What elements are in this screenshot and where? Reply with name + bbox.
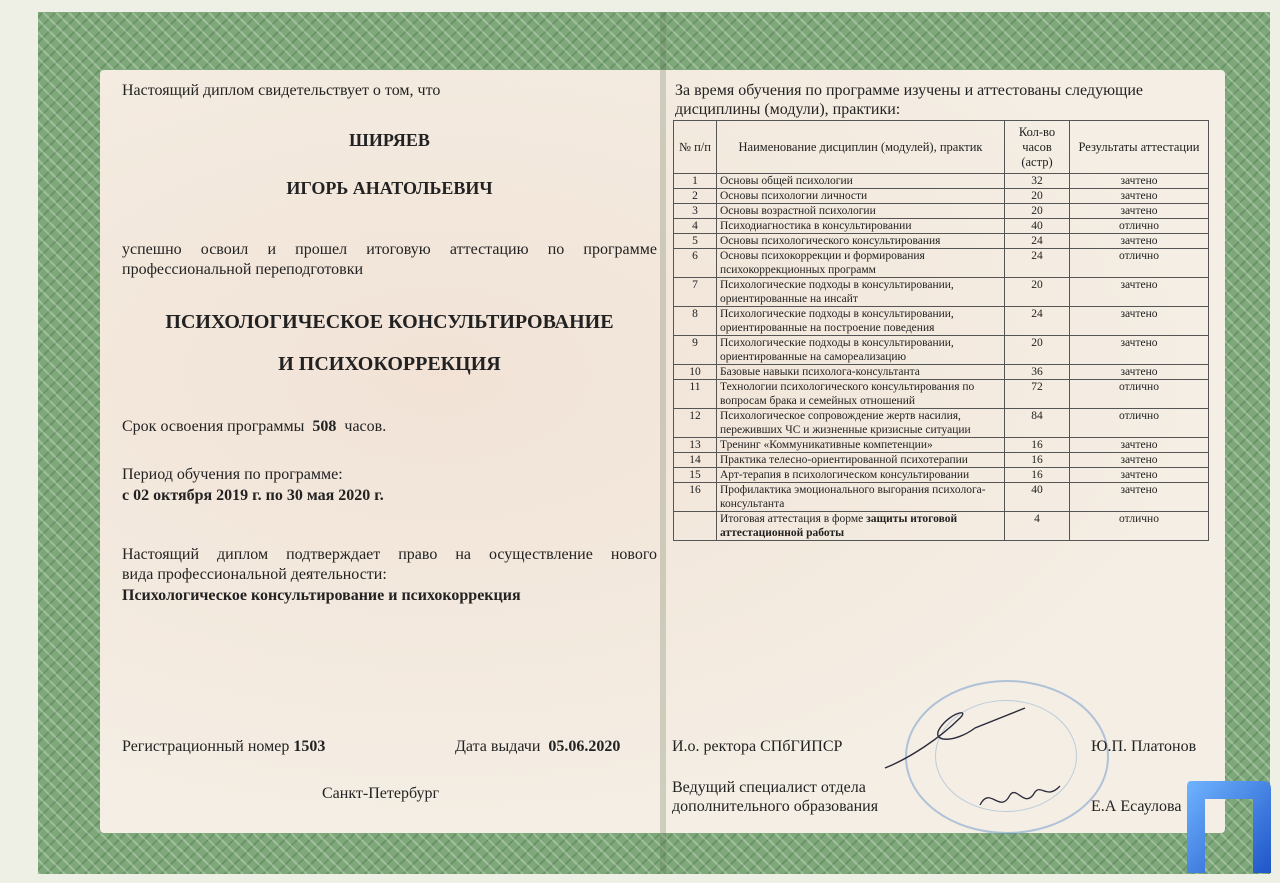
period-value: с 02 октября 2019 г. по 30 мая 2020 г. bbox=[122, 487, 384, 504]
table-row bbox=[674, 307, 1209, 336]
cell-number: 13 bbox=[674, 438, 717, 453]
cell-hours: 40 bbox=[1005, 483, 1070, 512]
specialist-signature bbox=[975, 780, 1065, 820]
cell-hours: 16 bbox=[1005, 438, 1070, 453]
issue-date-label: Дата выдачи bbox=[455, 738, 541, 755]
cell-name: Основы возрастной психологии bbox=[717, 204, 1005, 219]
table-row-final bbox=[674, 512, 1209, 541]
table-row bbox=[674, 365, 1209, 380]
cell-result: зачтено bbox=[1070, 174, 1209, 189]
center-fold bbox=[660, 12, 666, 874]
completion-line-1: успешно освоил и прошел итоговую аттестацию по программе bbox=[122, 241, 657, 258]
table-row bbox=[674, 189, 1209, 204]
duration-line bbox=[122, 417, 386, 437]
cell-number: 6 bbox=[674, 249, 717, 278]
recipient-given-names: ИГОРЬ АНАТОЛЬЕВИЧ bbox=[286, 178, 493, 198]
cell-number: 12 bbox=[674, 409, 717, 438]
cell-result: зачтено bbox=[1070, 336, 1209, 365]
rector-name: Ю.П. Платонов bbox=[1091, 738, 1197, 755]
cell-result: зачтено bbox=[1070, 307, 1209, 336]
cell-name: Практика телесно-ориентированной психотерапии bbox=[717, 453, 1005, 468]
rights-line-2: вида профессиональной деятельности: bbox=[122, 566, 387, 583]
cell-result: зачтено bbox=[1070, 453, 1209, 468]
rights-line-1: Настоящий диплом подтверждает право на осуществление нового bbox=[122, 546, 657, 563]
table-row bbox=[674, 380, 1209, 409]
cell-number: 16 bbox=[674, 483, 717, 512]
final-name-prefix: Итоговая аттестация в форме bbox=[720, 513, 864, 525]
table-heading-line-1: За время обучения по программе изучены и аттестованы следующие bbox=[675, 82, 1143, 99]
cell-hours: 16 bbox=[1005, 468, 1070, 483]
cell-number: 4 bbox=[674, 219, 717, 234]
header-name: Наименование дисциплин (модулей), практик bbox=[717, 121, 1005, 174]
program-title-line-2: И ПСИХОКОРРЕКЦИЯ bbox=[278, 353, 501, 375]
cell-number: 14 bbox=[674, 453, 717, 468]
cell-result: отлично bbox=[1070, 219, 1209, 234]
cell-name: Психологические подходы в консультировании, ориентированные на построение поведения bbox=[717, 307, 1005, 336]
cell-name: Тренинг «Коммуникативные компетенции» bbox=[717, 438, 1005, 453]
issue-date-value: 05.06.2020 bbox=[548, 738, 621, 755]
cell-name: Технологии психологического консультирования по вопросам брака и семейных отношений bbox=[717, 380, 1005, 409]
cell-hours: 24 bbox=[1005, 307, 1070, 336]
table-row bbox=[674, 249, 1209, 278]
table-heading-line-2: дисциплины (модули), практики: bbox=[675, 101, 901, 118]
rector-title: И.о. ректора СПбГИПСР bbox=[672, 738, 843, 755]
duration-prefix: Срок освоения программы bbox=[122, 418, 305, 435]
table-row bbox=[674, 483, 1209, 512]
cell-hours: 16 bbox=[1005, 453, 1070, 468]
cell-result: зачтено bbox=[1070, 438, 1209, 453]
cell-name: Базовые навыки психолога-консультанта bbox=[717, 365, 1005, 380]
cell-hours: 20 bbox=[1005, 189, 1070, 204]
table-row bbox=[674, 174, 1209, 189]
cell-result: зачтено bbox=[1070, 468, 1209, 483]
cell-result: зачтено bbox=[1070, 234, 1209, 249]
table-row bbox=[674, 409, 1209, 438]
cell-name: Психологические подходы в консультировании, ориентированные на самореализацию bbox=[717, 336, 1005, 365]
header-result: Результаты аттестации bbox=[1070, 121, 1209, 174]
city: Санкт-Петербург bbox=[322, 785, 440, 802]
duration-suffix: часов. bbox=[344, 418, 387, 435]
cell-number: 7 bbox=[674, 278, 717, 307]
cell-name: Основы общей психологии bbox=[717, 174, 1005, 189]
cell-result: зачтено bbox=[1070, 365, 1209, 380]
specialist-title-line-1: Ведущий специалист отдела bbox=[672, 779, 866, 796]
cell-hours: 4 bbox=[1005, 512, 1070, 541]
registration-number: 1503 bbox=[293, 738, 326, 755]
period-label: Период обучения по программе: bbox=[122, 466, 343, 483]
cell-hours: 32 bbox=[1005, 174, 1070, 189]
cell-hours: 20 bbox=[1005, 278, 1070, 307]
cell-name: Психологическое сопровождение жертв насилия, переживших ЧС и жизненные кризисные ситуации bbox=[717, 409, 1005, 438]
cell-hours: 20 bbox=[1005, 336, 1070, 365]
cell-hours: 40 bbox=[1005, 219, 1070, 234]
cell-hours: 24 bbox=[1005, 249, 1070, 278]
table-row bbox=[674, 438, 1209, 453]
cell-number: 3 bbox=[674, 204, 717, 219]
specialist-name: Е.А Есаулова bbox=[1091, 798, 1182, 815]
issue-date-line bbox=[455, 737, 620, 757]
cell-result: зачтено bbox=[1070, 189, 1209, 204]
cell-number: 1 bbox=[674, 174, 717, 189]
cell-hours: 20 bbox=[1005, 204, 1070, 219]
cell-result: зачтено bbox=[1070, 204, 1209, 219]
specialist-title-line-2: дополнительного образования bbox=[672, 798, 879, 815]
registration-label: Регистрационный номер bbox=[122, 738, 290, 755]
cell-name: Арт-терапия в психологическом консультировании bbox=[717, 468, 1005, 483]
cell-name: Психологические подходы в консультировании, ориентированные на инсайт bbox=[717, 278, 1005, 307]
cell-number: 11 bbox=[674, 380, 717, 409]
cell-result: отлично bbox=[1070, 249, 1209, 278]
activity-name: Психологическое консультирование и психокоррекция bbox=[122, 587, 521, 604]
cell-name: Профилактика эмоционального выгорания психолога-консультанта bbox=[717, 483, 1005, 512]
cell-name bbox=[717, 512, 1005, 541]
cell-name: Психодиагностика в консультировании bbox=[717, 219, 1005, 234]
cell-number: 15 bbox=[674, 468, 717, 483]
cell-name: Основы психологического консультирования bbox=[717, 234, 1005, 249]
cell-number: 5 bbox=[674, 234, 717, 249]
completion-line-2: профессиональной переподготовки bbox=[122, 261, 364, 278]
cell-result: отлично bbox=[1070, 512, 1209, 541]
table-row bbox=[674, 278, 1209, 307]
registration-line bbox=[122, 737, 325, 757]
table-row bbox=[674, 453, 1209, 468]
cell-result: отлично bbox=[1070, 409, 1209, 438]
cell-number: 10 bbox=[674, 365, 717, 380]
table-row bbox=[674, 234, 1209, 249]
table-row bbox=[674, 219, 1209, 234]
cell-hours: 84 bbox=[1005, 409, 1070, 438]
disciplines-table bbox=[673, 120, 1209, 541]
table-row bbox=[674, 336, 1209, 365]
table-body bbox=[674, 174, 1209, 541]
watermark-logo bbox=[1181, 773, 1273, 877]
cell-number bbox=[674, 512, 717, 541]
table-row bbox=[674, 204, 1209, 219]
cell-result: зачтено bbox=[1070, 278, 1209, 307]
cell-result: зачтено bbox=[1070, 483, 1209, 512]
cell-hours: 36 bbox=[1005, 365, 1070, 380]
table-row bbox=[674, 468, 1209, 483]
table-header-row bbox=[674, 121, 1209, 174]
header-hours: Кол-во часов (астр) bbox=[1005, 121, 1070, 174]
cell-number: 2 bbox=[674, 189, 717, 204]
cell-number: 9 bbox=[674, 336, 717, 365]
cell-name: Основы психологии личности bbox=[717, 189, 1005, 204]
cell-hours: 24 bbox=[1005, 234, 1070, 249]
cell-hours: 72 bbox=[1005, 380, 1070, 409]
program-title-line-1: ПСИХОЛОГИЧЕСКОЕ КОНСУЛЬТИРОВАНИЕ bbox=[165, 311, 614, 333]
final-name-bold: защиты итоговой аттестационной работы bbox=[720, 513, 958, 539]
header-number: № п/п bbox=[674, 121, 717, 174]
intro-text: Настоящий диплом свидетельствует о том, что bbox=[122, 82, 441, 99]
cell-number: 8 bbox=[674, 307, 717, 336]
duration-hours: 508 bbox=[312, 418, 337, 435]
cell-result: отлично bbox=[1070, 380, 1209, 409]
cell-name: Основы психокоррекции и формирования психокоррекционных программ bbox=[717, 249, 1005, 278]
recipient-surname: ШИРЯЕВ bbox=[349, 130, 430, 150]
rector-signature bbox=[880, 698, 1030, 778]
